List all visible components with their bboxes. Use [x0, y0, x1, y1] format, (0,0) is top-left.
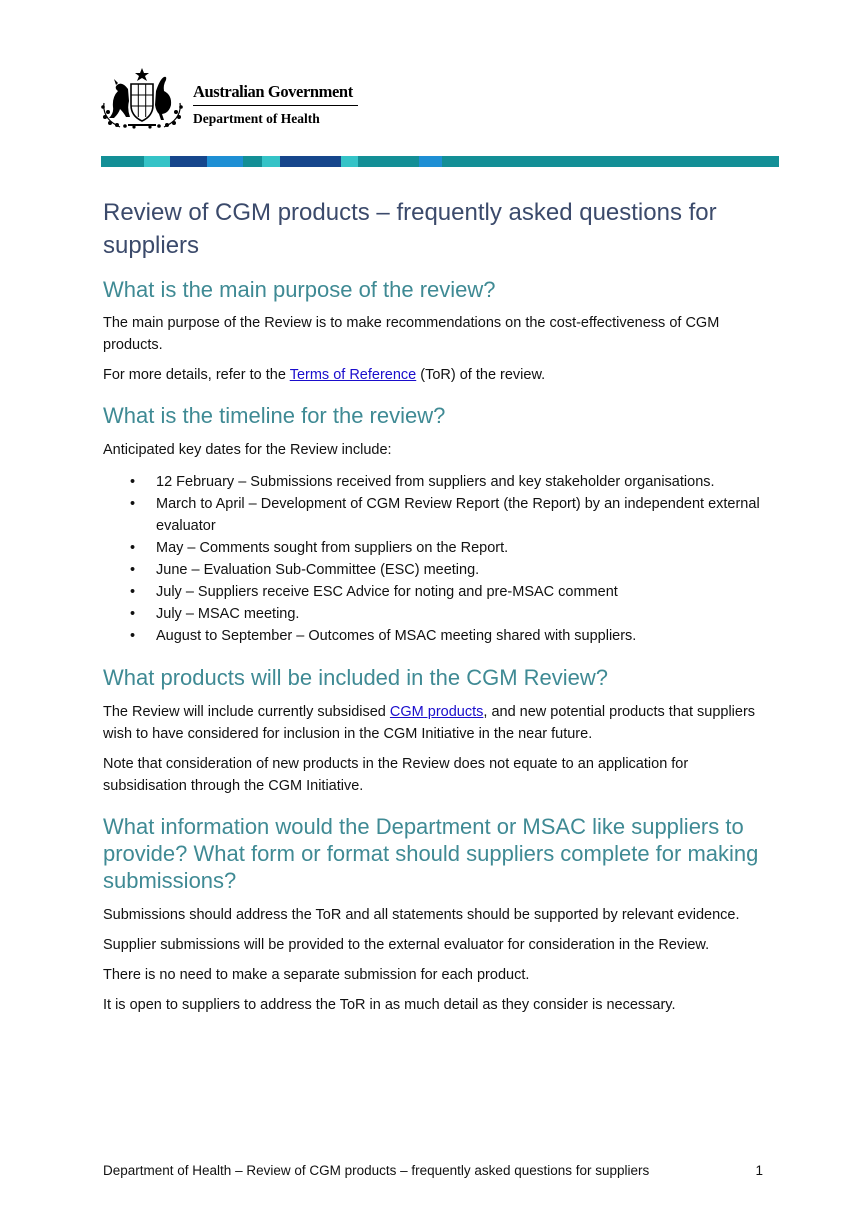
list-item-text: August to September – Outcomes of MSAC meeting shared with suppliers.	[156, 628, 637, 644]
list-item	[103, 625, 763, 647]
text-run: The Review will include currently subsidised	[103, 704, 390, 720]
paragraph: There is no need to make a separate submission for each product.	[103, 967, 530, 983]
section-heading-purpose: What is the main purpose of the review?	[103, 277, 496, 302]
footer-text: Department of Health – Review of CGM products – frequently asked questions for suppliers	[103, 1163, 650, 1178]
band-segment	[419, 156, 442, 167]
band-segment	[170, 156, 207, 167]
band-segment	[358, 156, 419, 167]
paragraph	[103, 701, 763, 745]
terms-of-reference-link[interactable]: Terms of Reference	[289, 367, 417, 383]
bullet-icon: •	[130, 496, 136, 512]
text-run: , and new potential products that suppliers wish to have considered for inclusion in the CGM Initiative in the near future.	[103, 704, 756, 742]
paragraph: Anticipated key dates for the Review include:	[103, 442, 392, 458]
list-item	[103, 603, 763, 625]
coat-of-arms-icon	[100, 67, 184, 131]
header-colour-band	[101, 156, 779, 167]
list-item-text: March to April – Development of CGM Review Report (the Report) by an independent external evaluator	[156, 496, 760, 534]
text-run: (ToR) of the review.	[416, 367, 546, 383]
key-dates-list	[103, 471, 763, 647]
list-item-text: July – MSAC meeting.	[156, 606, 300, 622]
bullet-icon: •	[130, 562, 136, 578]
list-item	[103, 559, 763, 581]
band-segment	[262, 156, 280, 167]
list-item-text: June – Evaluation Sub-Committee (ESC) meeting.	[156, 562, 480, 578]
paragraph: Note that consideration of new products in the Review does not equate to an application for subsidisation through the CGM Initiative.	[103, 756, 689, 794]
list-item	[103, 471, 763, 493]
government-name: Australian Government	[193, 82, 353, 101]
paragraph: Supplier submissions will be provided to the external evaluator for consideration in the Review.	[103, 937, 710, 953]
bullet-icon: •	[130, 540, 136, 556]
band-segment	[442, 156, 779, 167]
section-heading-products: What products will be included in the CGM Review?	[103, 665, 609, 690]
band-segment	[144, 156, 170, 167]
branding-divider	[193, 105, 358, 106]
bullet-icon: •	[130, 606, 136, 622]
paragraph	[103, 364, 763, 386]
text-run: For more details, refer to the	[103, 367, 290, 383]
list-item	[103, 537, 763, 559]
band-segment	[341, 156, 358, 167]
page-number: 1	[755, 1163, 763, 1178]
bullet-icon: •	[130, 474, 136, 490]
band-segment	[207, 156, 243, 167]
main-content	[103, 196, 763, 1016]
list-item-text: 12 February – Submissions received from suppliers and key stakeholder organisations.	[156, 474, 715, 490]
page-footer	[103, 1161, 763, 1181]
list-item	[103, 581, 763, 603]
department-name: Department of Health	[193, 111, 320, 126]
paragraph: Submissions should address the ToR and all statements should be supported by relevant evidence.	[103, 907, 740, 923]
government-branding	[193, 82, 361, 128]
list-item	[103, 493, 763, 537]
paragraph: The main purpose of the Review is to make recommendations on the cost-effectiveness of CGM products.	[103, 315, 720, 353]
list-item-text: July – Suppliers receive ESC Advice for noting and pre-MSAC comment	[156, 584, 618, 600]
bullet-icon: •	[130, 584, 136, 600]
band-segment	[243, 156, 262, 167]
section-heading-timeline: What is the timeline for the review?	[103, 403, 446, 428]
band-segment	[101, 156, 144, 167]
band-segment	[280, 156, 341, 167]
page-title: Review of CGM products – frequently asked questions for suppliers	[103, 199, 717, 259]
bullet-icon: •	[130, 628, 136, 644]
paragraph: It is open to suppliers to address the ToR in as much detail as they consider is necessary.	[103, 997, 676, 1013]
cgm-products-link[interactable]: CGM products	[389, 704, 484, 720]
section-heading-information: What information would the Department or MSAC like suppliers to provide? What form or format should suppliers complete for making submissions?	[103, 814, 759, 893]
list-item-text: May – Comments sought from suppliers on the Report.	[156, 540, 509, 556]
